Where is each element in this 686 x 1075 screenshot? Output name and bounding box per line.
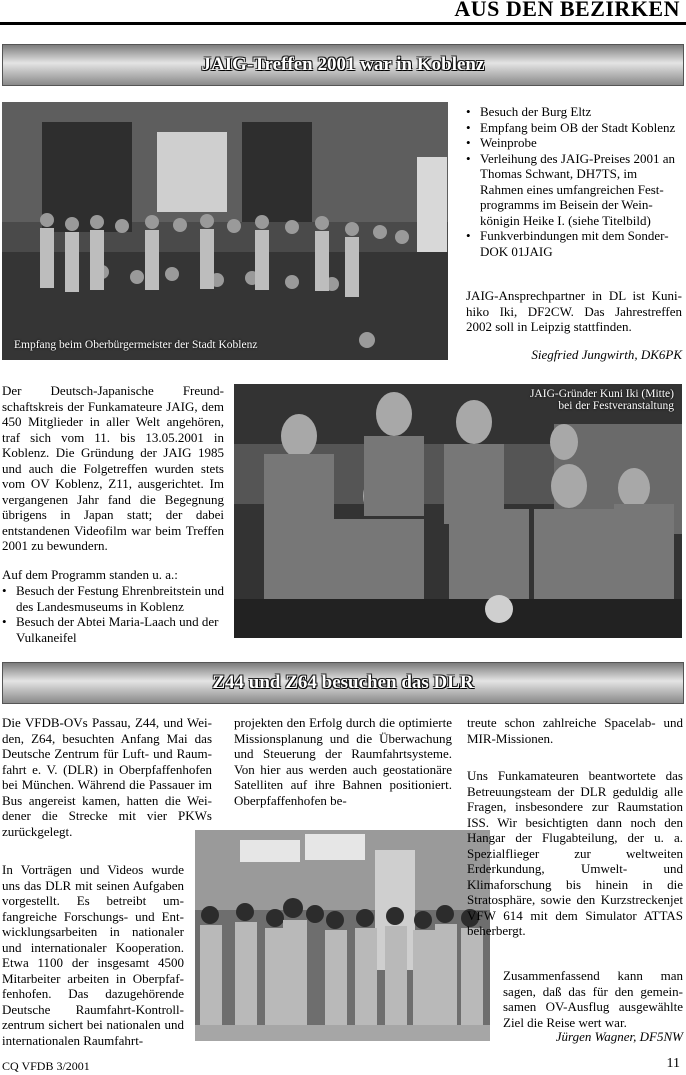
dlr-col3-p1: treute schon zahlreiche Spacelab- und MIR-Missionen. [467,715,683,746]
article2-banner [2,662,684,704]
section-title: AUS DEN BEZIRKEN [454,0,680,21]
page-number: 11 [666,1056,680,1071]
festival-photo-image [234,384,682,638]
article2-author: Jürgen Wagner, DF5NW [555,1029,683,1044]
dlr-col3-p3: Zusammenfassend kann man sagen, daß das für den gemeinsamen OV-Ausflug ausgewählte Ziel die Reise wert war. [503,968,683,1030]
program-item: • Weinprobe [466,135,682,151]
program-item: • Besuch der Festung Ehrenbreitstein und des Landesmuseums in Koblenz [2,583,224,614]
photo-dlr-group [195,830,490,1041]
program-intro: Auf dem Programm standen u. a.: [2,567,178,582]
dlr-photo-image [195,830,490,1041]
dlr-col1-p2: In Vorträgen und Videos wurde uns das DLR mit seinen Aufgaben vorgestellt. Es betreibt umfangreiche Forschungs- und Entwicklungsarbeiten in nationaler und internationaler Kooperation. Etwa 1100 der insgesamt 4500 Mitarbeiter arbeiten in Oberpfaffenhofen. Das dazugehörende Deutsche Raumfahrt-Kontrollzentrum sichert bei nationalen und internationalen Raumfahrt- [2,862,184,1048]
dlr-col1-p1: Die VFDB-OVs Passau, Z44, und Weiden, Z64, besuchten Anfang Mai das Deutsche Zentrum für Luft- und Raumfahrt e. V. (DLR) in Oberpfaffenhofen bei München. Während die Passauer im Bus angereist kamen, hatten die Weidener die Strecke mit vier PKWs zurückgelegt. [2,715,212,839]
dlr-col3-p2: Uns Funkamateuren beantwortete das Betreuungsteam der DLR geduldig alle Fragen, insbesondere zur Raumstation ISS. Wir besichtigten dann noch den Hangar der Flugabteilung, der u. a. Spezialflieger zur weltweiten Erderkundung, Umwelt- und Klimaforschung bis hinein in die Stratosphäre, sowie den Kurzstreckenjet VFW 614 mit dem Simulator ATTAS beherbergt. [467,768,683,938]
caption-line: bei der Festveranstaltung [558,400,674,412]
article1-title: JAIG-Treffen 2001 war in Koblenz [201,54,485,75]
reception-photo-image [2,102,448,360]
article2-title: Z44 und Z64 besuchen das DLR [212,672,474,693]
program-item: • Funkverbindungen mit dem Sonder-DOK 01JAIG [466,228,682,259]
photo-festival [234,384,682,638]
program-item: • Verleihung des JAIG-Preises 2001 an Thomas Schwant, DH7TS, im Rahmen eines umfangreichen Festprogramms im Beisein der Weinkönigin Heike I. (siehe Titelbild) [466,151,682,229]
program-item: • Besuch der Burg Eltz [466,104,682,120]
program-list-left [2,583,224,645]
footer-issue: CQ VFDB 3/2001 [2,1059,90,1073]
program-item: • Besuch der Abtei Maria-Laach und der Vulkaneifel [2,614,224,645]
program-list-right [466,104,682,259]
photo-reception-caption: Empfang beim Oberbürgermeister der Stadt Koblenz [14,339,258,351]
photo-reception [2,102,448,360]
article1-author: Siegfried Jungwirth, DK6PK [531,347,682,362]
program-item: • Empfang beim OB der Stadt Koblenz [466,120,682,136]
intro-paragraph: Der Deutsch-Japanische Freundschaftskreis der Funkamateure JAIG, dem 450 Mitglieder in aller Welt angehören, traf sich vom 11. bis 13.05.2001 in Koblenz. Die Gründung der JAIG 1985 und auch die Folgetreffen wurden stets vom OV Koblenz, Z11, ausgerichtet. Im vergangenen Jahr fand die Begegnung übrigens in Japan statt; der dabei entstandenen Videofilm war beim Treffen 2001 zu bewundern. [2,383,224,553]
header-rule [0,22,686,25]
dlr-col2-p1: projekten den Erfolg durch die optimierte Missionsplanung und die Überwachung und Steuerung der Raumfahrtsysteme. Von hier aus werden auch geostationäre Satelliten auf ihre Bahnen positioniert. Oberpfaffenhofen be- [234,715,452,808]
article1-banner [2,44,684,86]
photo-festival-caption [530,388,674,412]
contact-paragraph: JAIG-Ansprechpartner in DL ist Kunihiko Iki, DF2CW. Das Jahrestreffen 2002 soll in Leipzig stattfinden. [466,288,682,334]
caption-line: JAIG-Gründer Kuni Iki (Mitte) [529,388,674,400]
